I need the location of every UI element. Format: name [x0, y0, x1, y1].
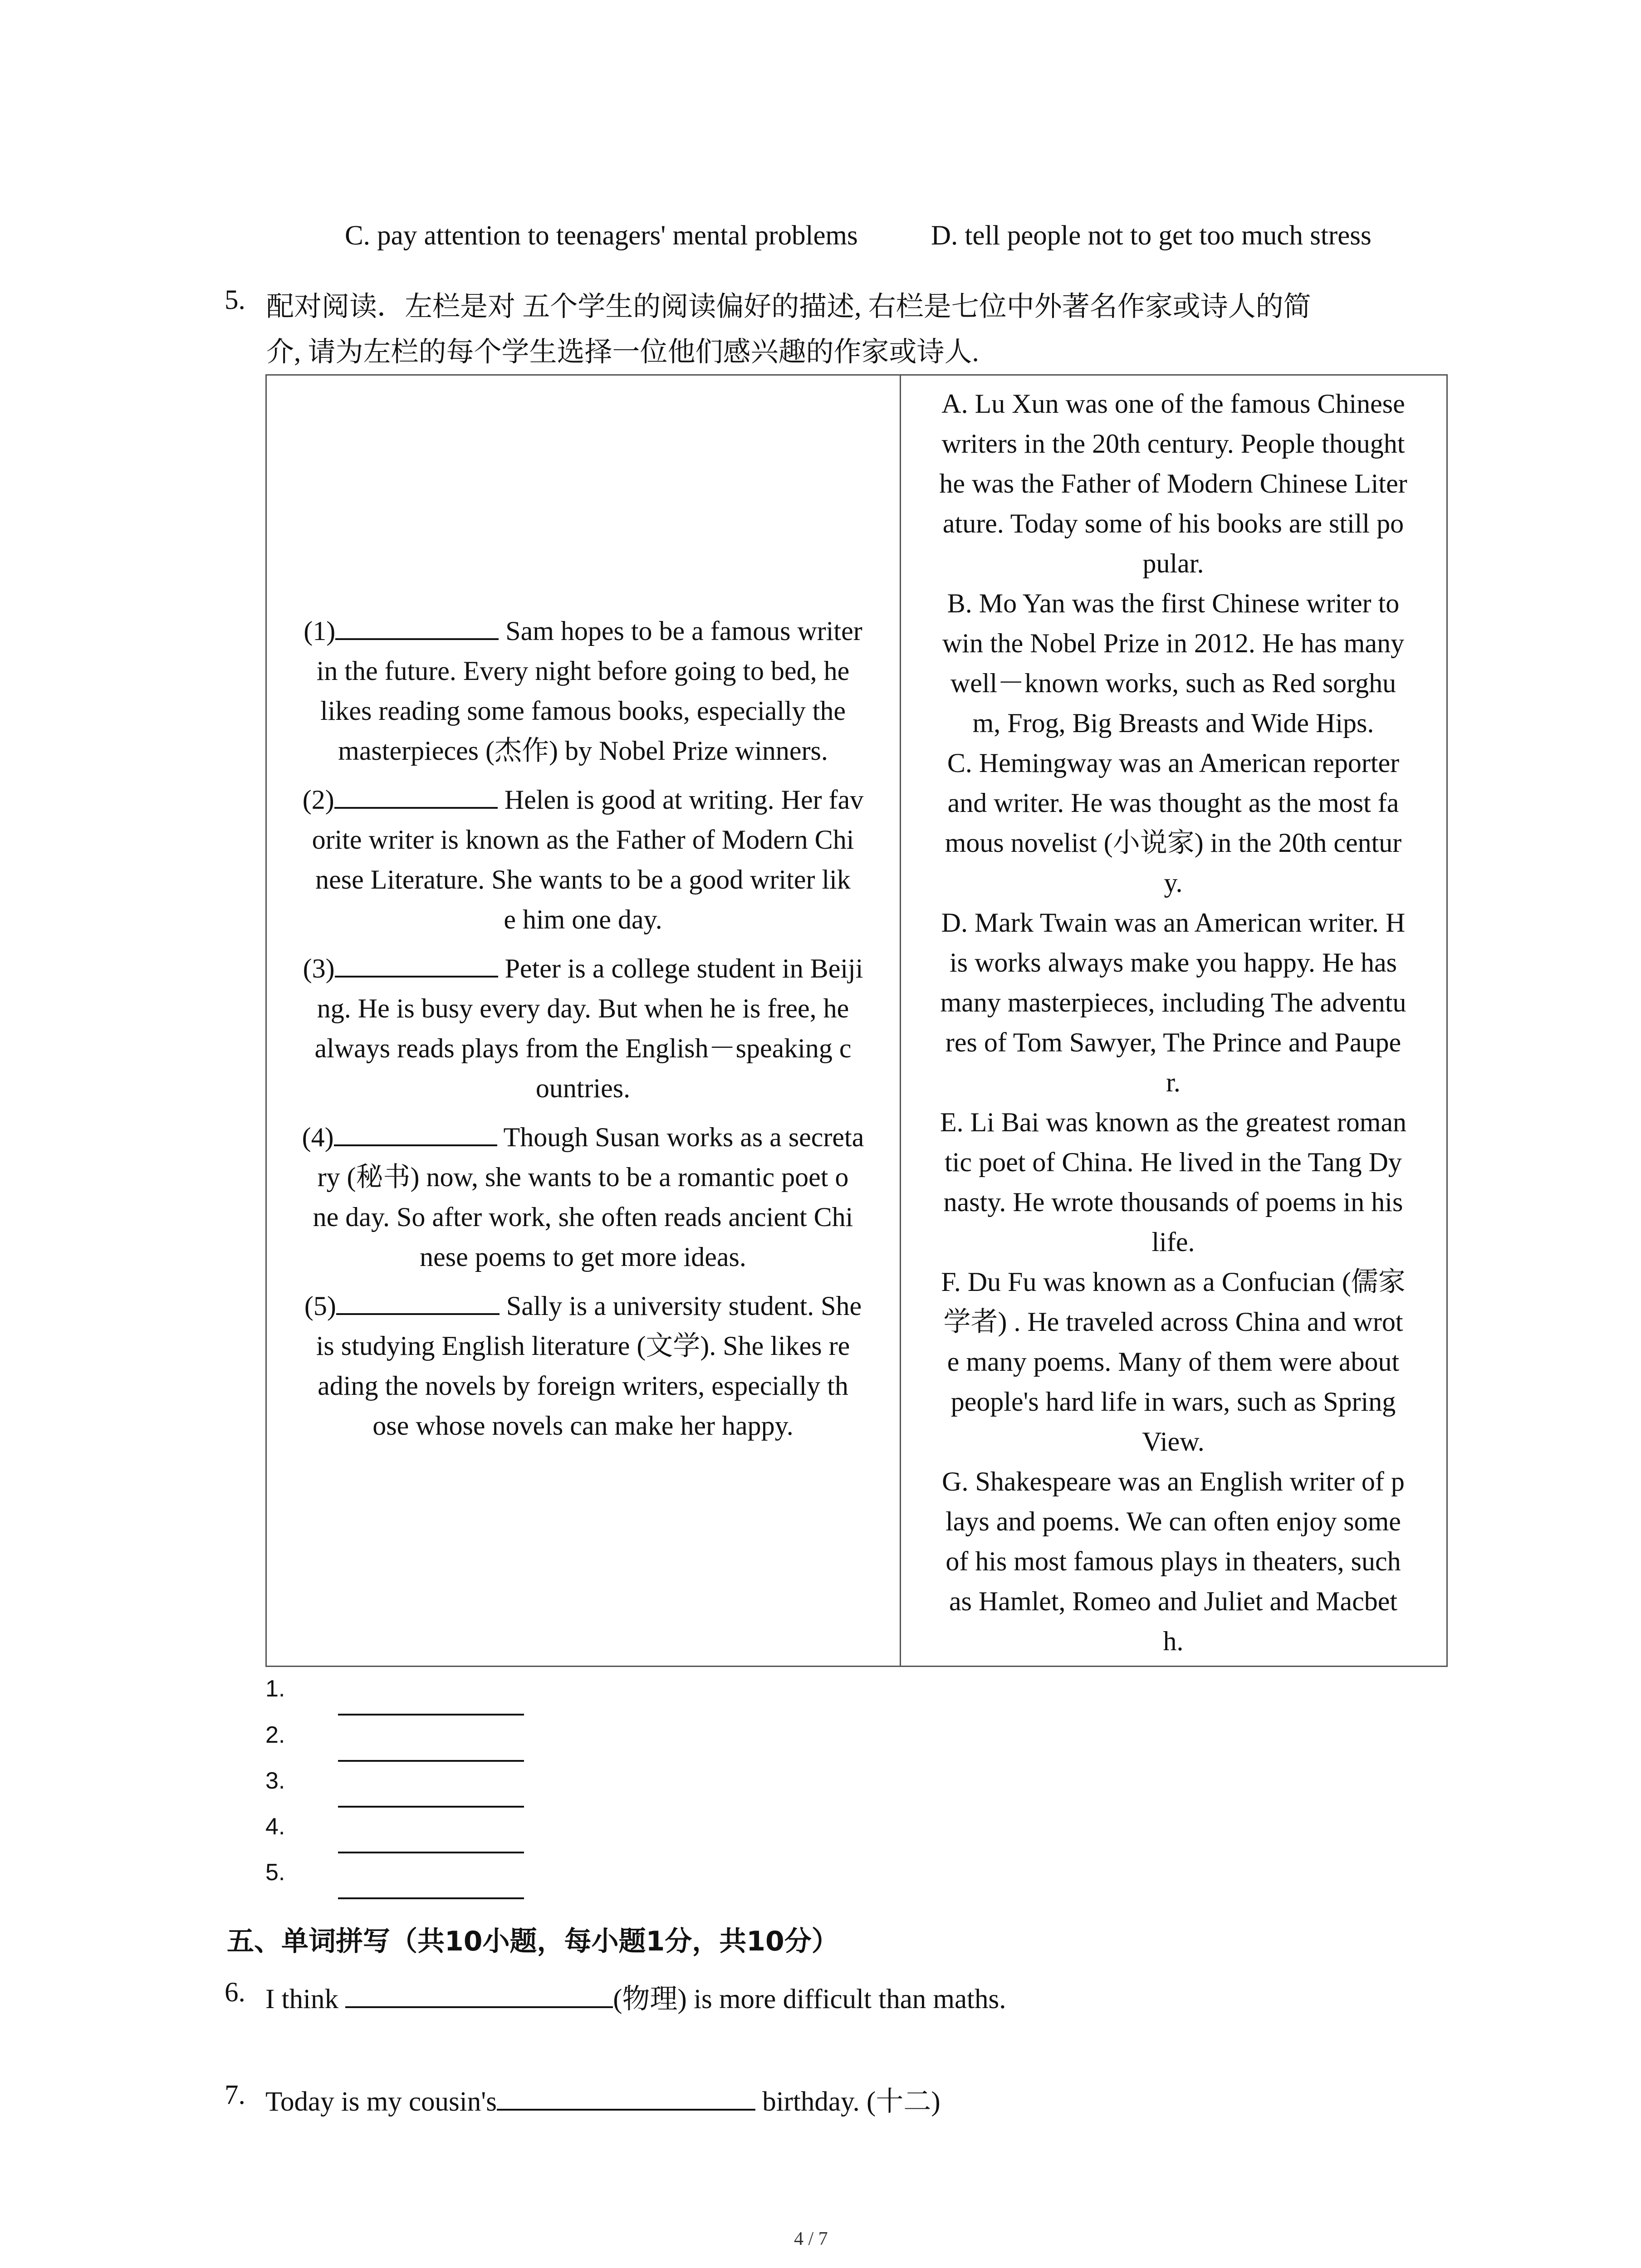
page-number: 4 / 7 [794, 2229, 828, 2249]
writer-profile-b: B. Mo Yan was the first Chinese writer to win the Nobel Prize in 2012. He has many well－known works, such as Red sorghu m, Frog, Big Breasts and Wide Hips. [942, 588, 1405, 738]
answer-blank[interactable] [334, 779, 498, 809]
student-descriptions-column [272, 610, 894, 1454]
writer-profile-f: F. Du Fu was known as a Confucian (儒家 学者) . He traveled across China and wrot e many poems. Many of them were about people's hard life in wars, such as Spring View. [941, 1267, 1406, 1457]
answer-blank[interactable] [334, 1116, 497, 1146]
answer-line-5[interactable] [338, 1897, 524, 1899]
q7-answer-blank[interactable] [497, 2081, 755, 2111]
answer-blank[interactable] [335, 948, 498, 978]
item-number: (1) [304, 616, 336, 646]
q6-text: I think (物理) is more difficult than maths. [265, 1977, 1006, 2016]
student-description: (5) Sally is a university student. She is studying English literature (文学). She likes re ading the novels by foreign writers, especially th ose whose novels can make her happy. [272, 1285, 894, 1446]
item-number: (2) [302, 785, 334, 815]
q6-answer-blank[interactable] [345, 1978, 613, 2008]
student-description: (1) Sam hopes to be a famous writer in the future. Every night before going to bed, he likes reading some famous books, especially the masterpieces (杰作) by Nobel Prize winners. [272, 610, 894, 771]
answer-blank[interactable] [335, 610, 499, 640]
writer-profile-d: D. Mark Twain was an American writer. H is works always make you happy. He has many masterpieces, including The adventu res of Tom Sawyer, The Prince and Paupe r. [940, 908, 1406, 1097]
q5-number: 5. [225, 285, 245, 315]
answer-line-2[interactable] [338, 1760, 524, 1762]
section-heading: 五、单词拼写（共10小题，每小题1分，共10分） [227, 1926, 839, 1957]
writer-profile-e: E. Li Bai was known as the greatest roman tic poet of China. He lived in the Tang Dy nasty. He wrote thousands of poems in his life. [940, 1107, 1407, 1257]
writer-profile-c: C. Hemingway was an American reporter and writer. He was thought as the most fa mous novelist (小说家) in the 20th centur y. [945, 748, 1402, 898]
q5-instruction-line1: 配对阅读．左栏是对 五个学生的阅读偏好的描述, 右栏是七位中外著名作家或诗人的简 [266, 292, 1311, 322]
answer-number: 1. [265, 1676, 285, 1702]
answer-blank[interactable] [336, 1285, 500, 1315]
writer-profile-a: A. Lu Xun was one of the famous Chinese writers in the 20th century. People thought he was the Father of Modern Chinese Liter ature. Today some of his books are still po pular. [939, 389, 1407, 578]
item-number: (5) [304, 1291, 336, 1321]
q6-number: 6. [225, 1977, 245, 2008]
writer-profile-g: G. Shakespeare was an English writer of p lays and poems. We can often enjoy some of his most famous plays in theaters, such as Hamlet, Romeo and Juliet and Macbet h. [942, 1466, 1405, 1656]
student-description: (2) Helen is good at writing. Her fav orite writer is known as the Father of Modern Chi nese Literature. She wants to be a good writer lik e him one day. [272, 779, 894, 939]
item-number: (4) [302, 1122, 334, 1152]
answer-line-4[interactable] [338, 1852, 524, 1853]
writer-profiles-column [905, 384, 1441, 1661]
answer-number: 4. [265, 1813, 285, 1840]
table-column-divider [900, 374, 901, 1667]
answer-line-1[interactable] [338, 1714, 524, 1716]
q4-option-d: D. tell people not to get too much stress [931, 220, 1372, 251]
student-description: (4) Though Susan works as a secreta ry (秘书) now, she wants to be a romantic poet o ne day. So after work, she often reads ancient Chi nese poems to get more ideas. [272, 1116, 894, 1277]
q4-option-c: C. pay attention to teenagers' mental problems [345, 220, 858, 251]
item-number: (3) [303, 953, 335, 983]
answer-number: 3. [265, 1768, 285, 1794]
answer-number: 2. [265, 1722, 285, 1748]
q7-text: Today is my cousin's birthday. (十二) [265, 2079, 941, 2119]
q7-number: 7. [225, 2080, 245, 2110]
student-description: (3) Peter is a college student in Beiji ng. He is busy every day. But when he is free, he always reads plays from the English－speaking c ountries. [272, 948, 894, 1108]
answer-line-3[interactable] [338, 1806, 524, 1808]
q5-instruction-line2: 介, 请为左栏的每个学生选择一位他们感兴趣的作家或诗人. [266, 337, 979, 367]
answer-number: 5. [265, 1859, 285, 1886]
